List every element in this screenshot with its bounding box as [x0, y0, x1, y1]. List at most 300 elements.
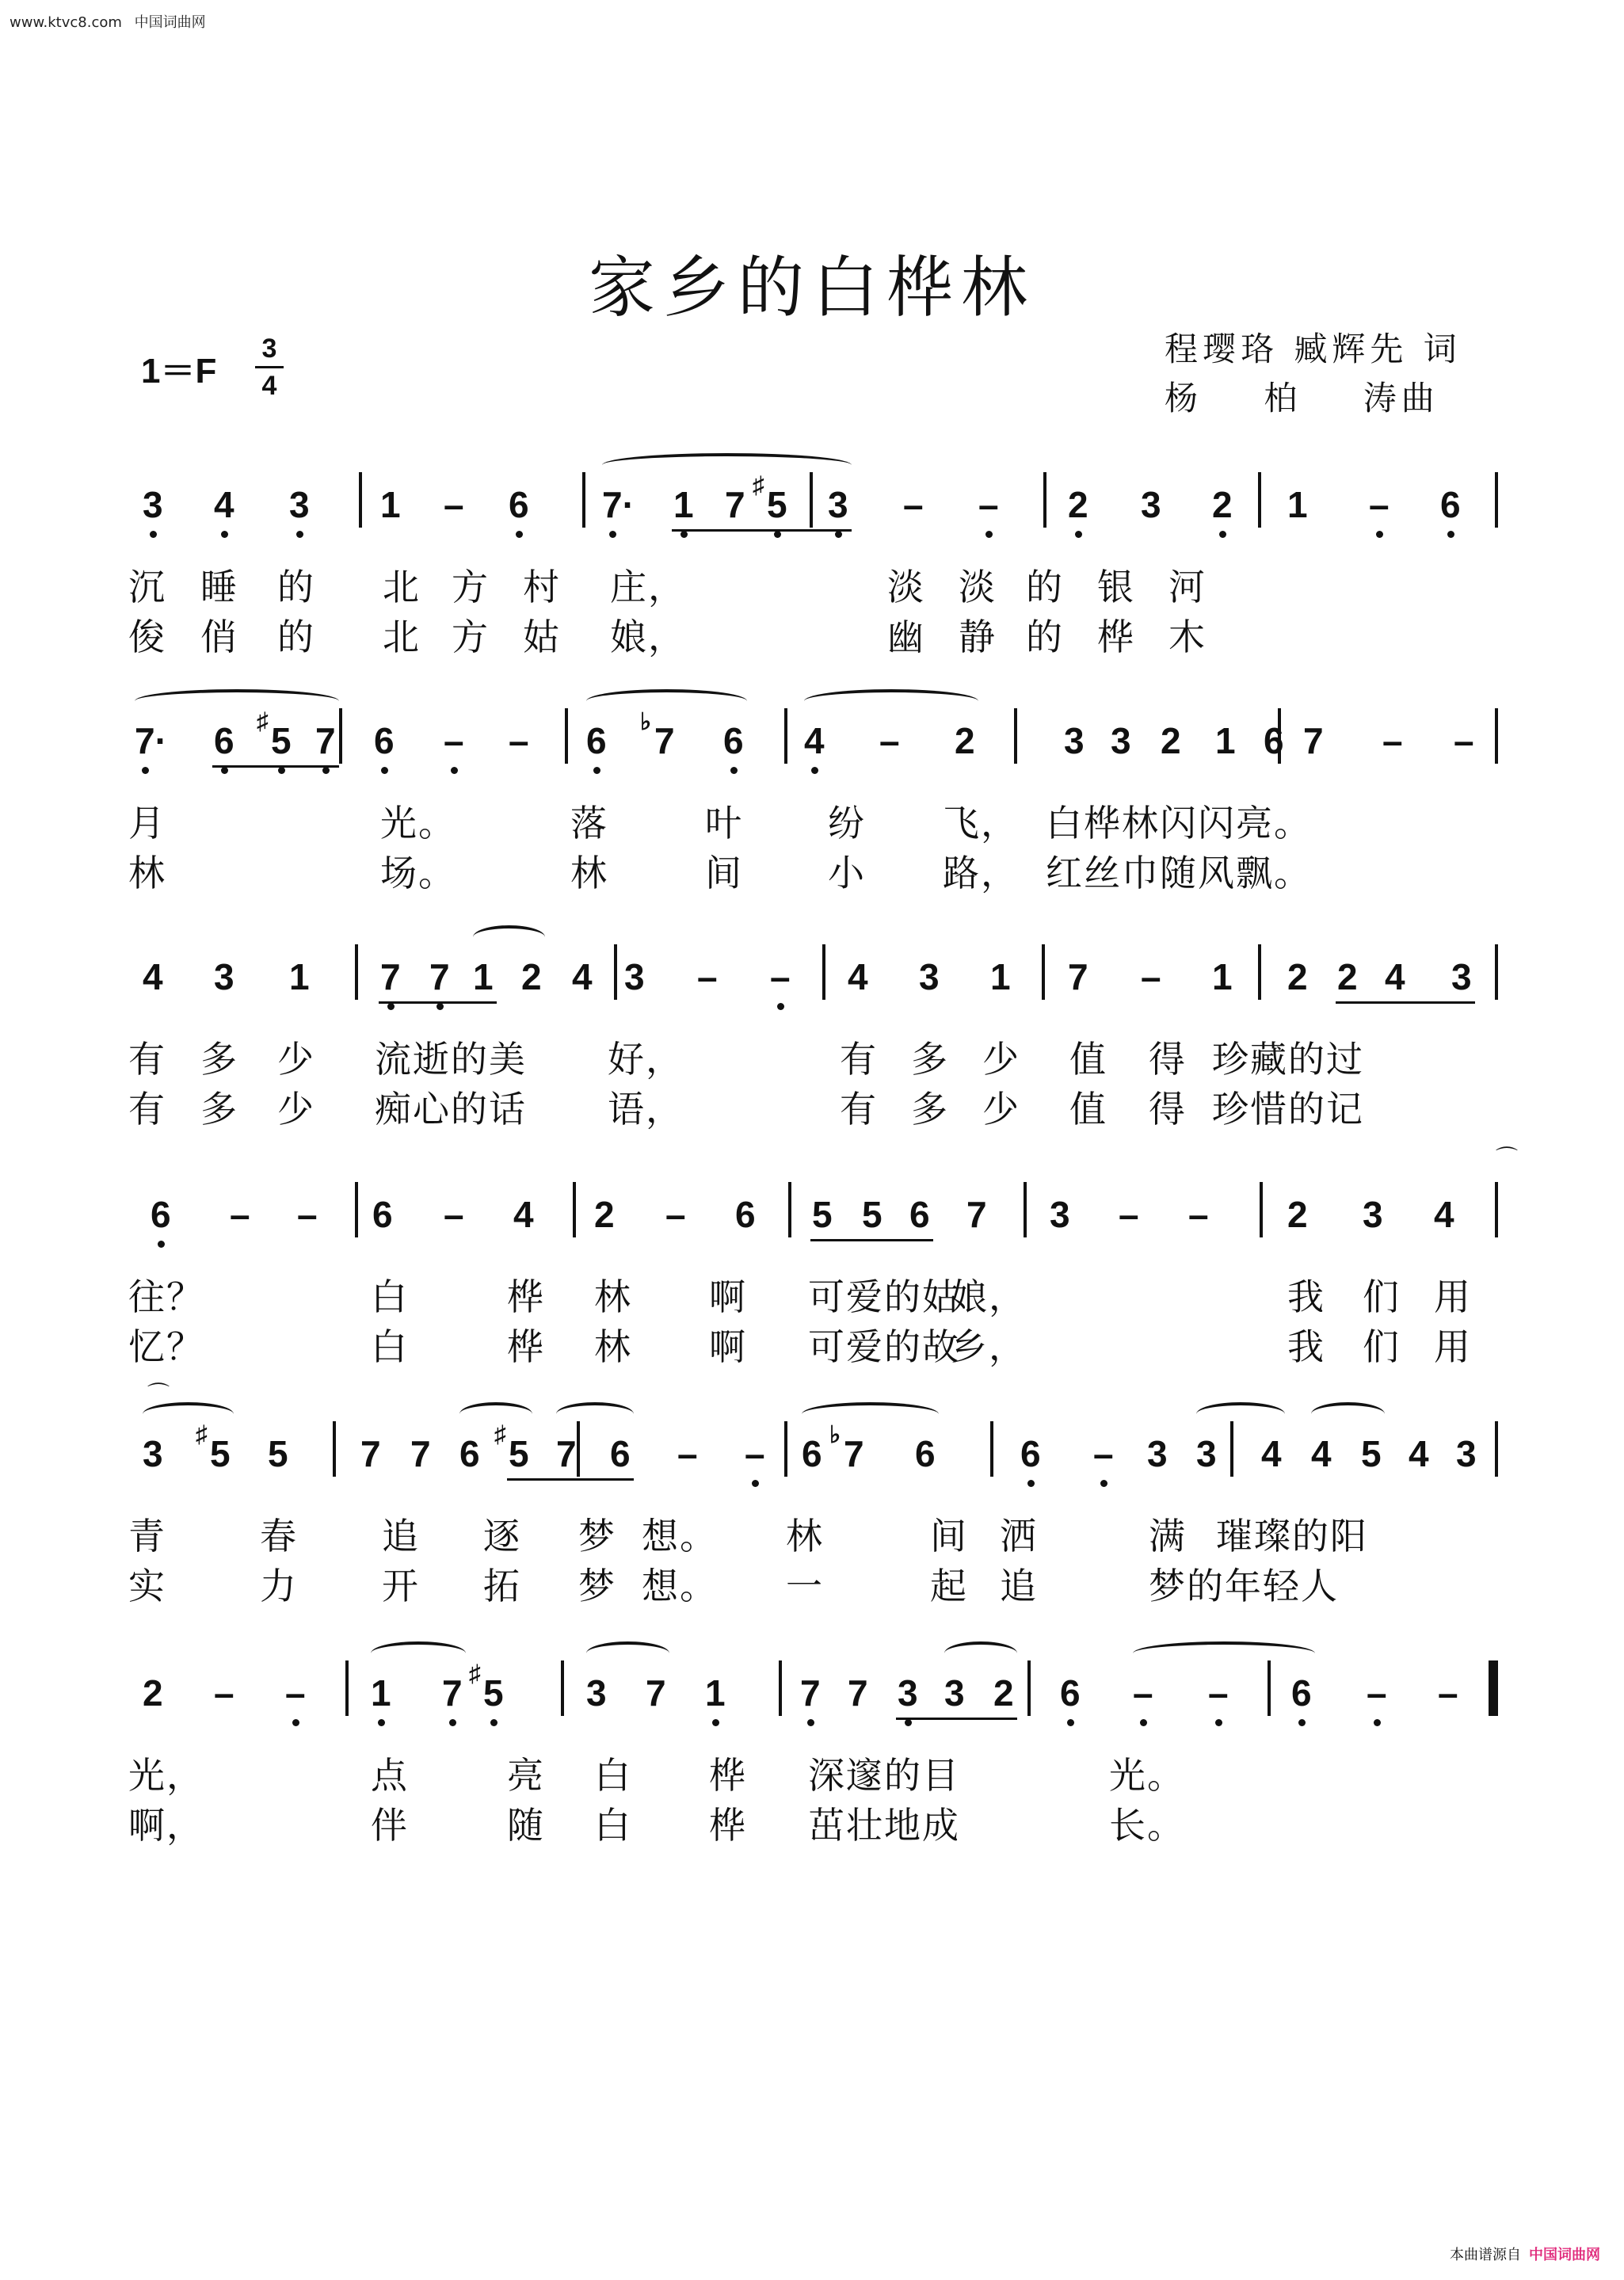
jianpu-note: 4 — [572, 956, 593, 997]
lyric-syllable: 淡 — [887, 566, 925, 608]
slur-tie — [1311, 1402, 1385, 1426]
lyric-syllable: 光。 — [1109, 1754, 1185, 1797]
slur-tie — [602, 453, 852, 477]
jianpu-note: 3 — [1451, 956, 1472, 997]
lyric-syllable: 少 — [277, 1038, 315, 1081]
lyric-syllable: 点 — [371, 1754, 409, 1797]
slur-tie — [459, 1402, 532, 1426]
barline — [1258, 944, 1261, 1000]
octave-dot-low — [322, 767, 330, 774]
barline — [573, 1182, 576, 1237]
jianpu-note: 5 — [812, 1194, 833, 1235]
octave-dot-low — [387, 1003, 395, 1010]
slur-tie — [586, 689, 747, 713]
barline — [333, 1421, 336, 1477]
lyrics-verse-1 — [119, 1031, 1513, 1081]
lyric-syllable: 间 — [930, 1515, 968, 1557]
time-signature-line — [255, 366, 284, 368]
notation-line — [119, 1660, 1497, 1743]
lyrics-verse-2 — [119, 845, 1513, 892]
octave-dot-low — [378, 1719, 385, 1726]
jianpu-note: 6 — [1291, 1672, 1312, 1714]
octave-dot-low — [680, 531, 688, 538]
octave-dot-low — [381, 767, 388, 774]
lyric-syllable: 好， — [608, 1038, 684, 1081]
lyrics-verse-2 — [119, 1557, 1513, 1605]
beam-underline — [672, 529, 852, 532]
lyrics-verse-1 — [119, 795, 1513, 845]
jianpu-note: 7 — [966, 1194, 987, 1235]
jianpu-note: 2 — [1337, 956, 1358, 997]
lyric-syllable: 一 — [786, 1565, 824, 1607]
lyric-syllable: 桦 — [507, 1275, 545, 1318]
jianpu-note: 3 — [919, 956, 940, 997]
jianpu-note: 6 — [610, 1433, 631, 1474]
lyric-syllable: 的 — [277, 566, 315, 608]
jianpu-note: 4 — [1434, 1194, 1454, 1235]
right-watermark-strip — [1610, 16, 1621, 2250]
jianpu-note: 6 — [735, 1194, 756, 1235]
jianpu-note: 6 — [1264, 720, 1284, 761]
notation-line — [119, 955, 1497, 1027]
barline — [788, 1182, 791, 1237]
lyric-syllable: 白 — [594, 1754, 632, 1797]
lyric-syllable: 啊 — [709, 1325, 747, 1368]
lyric-syllable: 少 — [982, 1088, 1020, 1130]
octave-dot-low — [752, 1480, 759, 1487]
lyric-syllable: 白 — [594, 1804, 632, 1847]
lyric-syllable: 河 — [1168, 566, 1207, 608]
sustain-dash: – — [1208, 1672, 1229, 1714]
jianpu-note: 2 — [1068, 484, 1088, 525]
beam-underline — [379, 1001, 497, 1004]
lyric-syllable: 伴 — [371, 1804, 409, 1847]
lyric-syllable: 梦 — [578, 1565, 616, 1607]
lyric-syllable: 有 — [840, 1038, 878, 1081]
jianpu-note: 3 — [289, 484, 310, 525]
lyrics-verse-2 — [119, 1081, 1513, 1128]
octave-dot-low — [1219, 531, 1226, 538]
jianpu-note: 4 — [804, 720, 825, 761]
lyric-syllable: 实 — [128, 1565, 166, 1607]
octave-dot-low — [150, 531, 157, 538]
slur-tie — [944, 1641, 1017, 1665]
octave-dot-low — [905, 1719, 912, 1726]
time-signature-bottom: 4 — [261, 371, 277, 401]
sustain-dash: – — [1188, 1194, 1209, 1235]
score-row — [119, 1421, 1505, 1607]
lyric-syllable: 多 — [200, 1038, 238, 1081]
notation-line — [119, 1193, 1497, 1264]
lyric-syllable: 纷 — [828, 802, 866, 845]
lyric-syllable: 往？ — [128, 1275, 204, 1318]
lyric-syllable: 北 — [383, 566, 421, 608]
jianpu-note: 4 — [1311, 1433, 1332, 1474]
sustain-dash: – — [1119, 1194, 1139, 1235]
beam-underline — [212, 765, 339, 768]
sustain-dash: – — [285, 1672, 306, 1714]
jianpu-note: 7 — [844, 1433, 864, 1474]
lyric-syllable: 方 — [452, 566, 490, 608]
jianpu-note: 6 — [459, 1433, 480, 1474]
lyric-syllable: 林 — [128, 852, 166, 894]
lyric-syllable: 娘， — [951, 1275, 1027, 1318]
octave-dot-low — [451, 767, 458, 774]
jianpu-note: 3 — [1064, 720, 1085, 761]
fermata-mark: ⌒ — [147, 1381, 170, 1407]
octave-dot-low — [985, 531, 993, 538]
notation-line — [119, 708, 1497, 791]
score-row — [119, 708, 1505, 894]
lyric-syllable: 们 — [1363, 1275, 1401, 1318]
barline — [561, 1660, 564, 1716]
left-watermark-strip — [2, 16, 13, 2250]
jianpu-note: 6 — [915, 1433, 936, 1474]
jianpu-note: 1 — [371, 1672, 391, 1714]
lyric-syllable: 啊 — [709, 1275, 747, 1318]
octave-dot-low — [807, 1719, 814, 1726]
jianpu-note: 4 — [513, 1194, 534, 1235]
lyric-syllable: 值 — [1069, 1088, 1107, 1130]
notation-line — [119, 1421, 1497, 1504]
barline — [359, 472, 362, 528]
barline — [614, 944, 617, 1000]
octave-dot-low — [1298, 1719, 1306, 1726]
jianpu-note: 6 — [909, 1194, 930, 1235]
lyric-syllable: 梦的年轻人 — [1149, 1565, 1339, 1607]
barline — [339, 708, 342, 764]
barline — [565, 708, 568, 764]
jianpu-note: 1 — [705, 1672, 726, 1714]
footer-source-name[interactable]: 中国词曲网 — [1529, 2247, 1600, 2263]
lyric-syllable: 的 — [1026, 616, 1064, 658]
lyric-syllable: 村 — [523, 566, 561, 608]
octave-dot-low — [1374, 1719, 1381, 1726]
jianpu-note: 2 — [955, 720, 975, 761]
octave-dot-low — [1027, 1480, 1035, 1487]
lyric-syllable: 亮 — [507, 1754, 545, 1797]
sustain-dash: – — [879, 720, 900, 761]
jianpu-note: 7 — [429, 956, 450, 997]
lyric-syllable: 北 — [383, 616, 421, 658]
slur-tie — [804, 689, 978, 713]
lyric-syllable: 庄， — [610, 566, 686, 608]
lyric-syllable: 有 — [128, 1088, 166, 1130]
site-name: 中国词曲网 — [134, 14, 206, 31]
lyric-syllable: 语， — [608, 1088, 684, 1130]
lyric-syllable: 追 — [382, 1515, 420, 1557]
jianpu-note: 1 — [1215, 720, 1236, 761]
lyric-syllable: 叶 — [705, 802, 743, 845]
sustain-dash: – — [1093, 1433, 1114, 1474]
jianpu-note: 5 — [1361, 1433, 1382, 1474]
lyricists-credit: 程璎珞 臧辉先 词 — [1165, 330, 1462, 368]
lyric-syllable: 珍惜的记 — [1212, 1088, 1364, 1130]
lyric-syllable: 随 — [507, 1804, 545, 1847]
octave-dot-low — [1067, 1719, 1074, 1726]
octave-dot-low — [1075, 531, 1082, 538]
jianpu-note: 1 — [990, 956, 1011, 997]
lyrics-verse-2 — [119, 1318, 1513, 1366]
octave-dot-low — [292, 1719, 299, 1726]
page-footer — [1450, 2244, 1600, 2264]
sustain-dash: – — [665, 1194, 686, 1235]
jianpu-note: 3 — [944, 1672, 965, 1714]
lyric-syllable: 春 — [260, 1515, 298, 1557]
jianpu-note: 3 — [143, 484, 163, 525]
page-header — [10, 11, 214, 32]
jianpu-note: 6 — [802, 1433, 822, 1474]
lyric-syllable: 用 — [1434, 1325, 1472, 1368]
jianpu-note: 2 — [594, 1194, 615, 1235]
barline — [1230, 1421, 1233, 1477]
jianpu-note: 7 — [556, 1433, 577, 1474]
jianpu-note: 7 — [1068, 956, 1088, 997]
barline — [1027, 1660, 1031, 1716]
sustain-dash: – — [978, 484, 999, 525]
sharp-sign: ♯ — [469, 1660, 481, 1687]
sustain-dash: – — [214, 1672, 234, 1714]
lyric-syllable: 白 — [371, 1275, 409, 1318]
lyric-syllable: 多 — [200, 1088, 238, 1130]
lyric-syllable: 桦 — [507, 1325, 545, 1368]
jianpu-note: 3 — [1050, 1194, 1070, 1235]
lyric-syllable: 可爱的故 — [808, 1325, 960, 1368]
lyric-syllable: 长。 — [1109, 1804, 1185, 1847]
sustain-dash: – — [770, 956, 791, 997]
jianpu-note: 1 — [1287, 484, 1308, 525]
jianpu-note: 6 — [1060, 1672, 1081, 1714]
octave-dot-low — [516, 531, 523, 538]
lyric-syllable: 桦 — [1097, 616, 1135, 658]
sharp-sign: ♯ — [494, 1421, 506, 1447]
jianpu-note: 6 — [214, 720, 234, 761]
sustain-dash: – — [677, 1433, 698, 1474]
lyric-syllable: 沉 — [128, 566, 166, 608]
lyric-syllable: 红丝巾随风飘。 — [1046, 852, 1312, 894]
jianpu-note: 7 — [442, 1672, 463, 1714]
site-url[interactable]: www.ktvc8.com — [10, 14, 122, 31]
sustain-dash: – — [1382, 720, 1403, 761]
fermata-mark: ⌒ — [1496, 1145, 1519, 1171]
sustain-dash: – — [297, 1194, 318, 1235]
octave-dot-low — [1447, 531, 1454, 538]
lyric-syllable: 幽 — [887, 616, 925, 658]
jianpu-note: 3 — [586, 1672, 607, 1714]
jianpu-note: 1 — [289, 956, 310, 997]
lyric-syllable: 想。 — [642, 1565, 718, 1607]
octave-dot-low — [712, 1719, 719, 1726]
lyric-syllable: 少 — [277, 1088, 315, 1130]
lyric-syllable: 飞， — [943, 802, 1019, 845]
lyrics-verse-1 — [119, 1268, 1513, 1316]
jianpu-note: 3 — [214, 956, 234, 997]
barline — [1495, 1421, 1498, 1477]
barline — [1495, 1182, 1498, 1237]
lyric-syllable: 光。 — [380, 802, 456, 845]
octave-dot-low — [1140, 1719, 1147, 1726]
lyric-syllable: 茁壮地成 — [808, 1804, 960, 1847]
lyric-syllable: 梦 — [578, 1515, 616, 1557]
jianpu-note: 5 — [268, 1433, 288, 1474]
lyric-syllable: 用 — [1434, 1275, 1472, 1318]
beam-underline — [810, 1239, 933, 1241]
lyrics-verse-2 — [119, 1797, 1513, 1847]
score-row — [119, 1193, 1505, 1368]
slur-tie — [371, 1641, 466, 1665]
lyric-syllable: 得 — [1149, 1088, 1187, 1130]
lyric-syllable: 开 — [382, 1565, 420, 1607]
lyric-syllable: 睡 — [200, 566, 238, 608]
lyric-syllable: 乡， — [951, 1325, 1027, 1368]
jianpu-note: 3 — [898, 1672, 918, 1714]
barline — [1258, 472, 1261, 528]
lyrics-verse-1 — [119, 1508, 1513, 1555]
jianpu-note: 6 — [723, 720, 744, 761]
lyric-syllable: 少 — [982, 1038, 1020, 1081]
jianpu-note: 7· — [135, 720, 167, 761]
lyric-syllable: 桦 — [709, 1804, 747, 1847]
jianpu-note: 7 — [1303, 720, 1324, 761]
jianpu-note: 3 — [1363, 1194, 1383, 1235]
time-signature-top: 3 — [261, 334, 277, 364]
lyric-syllable: 我 — [1287, 1325, 1325, 1368]
lyric-syllable: 银 — [1097, 566, 1135, 608]
jianpu-note: 7 — [725, 484, 745, 525]
jianpu-note: 6 — [1440, 484, 1461, 525]
lyric-syllable: 林 — [594, 1325, 632, 1368]
lyric-syllable: 淡 — [959, 566, 997, 608]
jianpu-note: 5 — [210, 1433, 231, 1474]
lyric-syllable: 可爱的姑 — [808, 1275, 960, 1318]
sustain-dash: – — [444, 1194, 464, 1235]
lyric-syllable: 光， — [128, 1754, 204, 1797]
sustain-dash: – — [697, 956, 718, 997]
barline — [1024, 1182, 1027, 1237]
octave-dot-low — [221, 767, 228, 774]
key-signature: 1＝F — [141, 352, 217, 391]
lyric-syllable: 追 — [1000, 1565, 1038, 1607]
sustain-dash: – — [230, 1194, 250, 1235]
lyric-syllable: 痴心的话 — [375, 1088, 527, 1130]
jianpu-note: 7 — [380, 956, 401, 997]
lyric-syllable: 俊 — [128, 616, 166, 658]
lyric-syllable: 多 — [911, 1038, 949, 1081]
sustain-dash: – — [1133, 1672, 1153, 1714]
barline — [784, 708, 787, 764]
lyric-syllable: 木 — [1168, 616, 1207, 658]
jianpu-note: 5 — [509, 1433, 529, 1474]
barline — [1495, 944, 1498, 1000]
jianpu-note: 7 — [360, 1433, 381, 1474]
jianpu-note: 2 — [1212, 484, 1233, 525]
jianpu-note: 3 — [143, 1433, 163, 1474]
lyric-syllable: 小 — [828, 852, 866, 894]
lyric-syllable: 俏 — [200, 616, 238, 658]
barline — [779, 1660, 782, 1716]
lyric-syllable: 深邃的目 — [808, 1754, 960, 1797]
beam-underline — [1336, 1001, 1475, 1004]
barline — [582, 472, 585, 528]
footer-source-label: 本曲谱源自 — [1450, 2247, 1521, 2263]
lyric-syllable: 娘， — [610, 616, 686, 658]
sharp-sign: ♯ — [196, 1421, 208, 1447]
octave-dot-low — [609, 531, 616, 538]
slur-tie — [1196, 1402, 1285, 1426]
octave-dot-low — [777, 1003, 784, 1010]
jianpu-note: 3 — [1196, 1433, 1217, 1474]
jianpu-note: 7 — [315, 720, 336, 761]
flat-sign: ♭ — [829, 1422, 841, 1448]
jianpu-note: 7 — [410, 1433, 431, 1474]
flat-sign: ♭ — [640, 709, 652, 735]
lyric-syllable: 多 — [911, 1088, 949, 1130]
lyric-syllable: 的 — [1026, 566, 1064, 608]
notation-line — [119, 472, 1497, 555]
lyric-syllable: 珍藏的过 — [1212, 1038, 1364, 1081]
barline — [1268, 1660, 1271, 1716]
octave-dot-low — [774, 531, 781, 538]
sustain-dash: – — [1141, 956, 1161, 997]
jianpu-note: 1 — [1212, 956, 1233, 997]
lyric-syllable: 间 — [705, 852, 743, 894]
octave-dot-low — [278, 767, 285, 774]
barline — [355, 1182, 358, 1237]
lyric-syllable: 林 — [570, 852, 608, 894]
lyric-syllable: 我 — [1287, 1275, 1325, 1318]
lyric-syllable: 们 — [1363, 1325, 1401, 1368]
barline — [1260, 1182, 1263, 1237]
lyric-syllable: 璀璨的阳 — [1216, 1515, 1368, 1557]
octave-dot-low — [1376, 531, 1383, 538]
lyric-syllable: 青 — [128, 1515, 166, 1557]
jianpu-note: 2 — [521, 956, 542, 997]
lyric-syllable: 白桦林闪闪亮。 — [1046, 802, 1312, 845]
octave-dot-low — [1215, 1719, 1222, 1726]
composer-credit: 杨 柏 涛曲 — [1165, 379, 1439, 417]
lyric-syllable: 起 — [930, 1565, 968, 1607]
barline — [1043, 472, 1046, 528]
song-title: 家乡的白桦林 — [588, 249, 1035, 326]
jianpu-note: 1 — [473, 956, 494, 997]
time-signature — [255, 333, 284, 402]
barline — [577, 1421, 580, 1477]
lyric-syllable: 想。 — [642, 1515, 718, 1557]
sustain-dash: – — [444, 484, 464, 525]
octave-dot-low — [1100, 1480, 1107, 1487]
lyric-syllable: 桦 — [709, 1754, 747, 1797]
barline — [822, 944, 825, 1000]
sustain-dash: – — [1369, 484, 1390, 525]
sustain-dash: – — [1438, 1672, 1458, 1714]
jianpu-note: 7· — [602, 484, 635, 525]
jianpu-note: 4 — [1261, 1433, 1282, 1474]
lyric-syllable: 忆？ — [128, 1325, 204, 1368]
lyrics-verse-1 — [119, 1747, 1513, 1797]
jianpu-note: 6 — [1020, 1433, 1041, 1474]
barline — [990, 1421, 993, 1477]
jianpu-note: 7 — [654, 720, 675, 761]
octave-dot-low — [593, 767, 600, 774]
jianpu-note: 4 — [143, 956, 163, 997]
lyrics-verse-2 — [119, 608, 1513, 656]
octave-dot-low — [835, 531, 842, 538]
barline — [355, 944, 358, 1000]
lyric-syllable: 拓 — [483, 1565, 521, 1607]
lyric-syllable: 啊， — [128, 1804, 204, 1847]
jianpu-note: 6 — [151, 1194, 171, 1235]
sustain-dash: – — [1454, 720, 1474, 761]
